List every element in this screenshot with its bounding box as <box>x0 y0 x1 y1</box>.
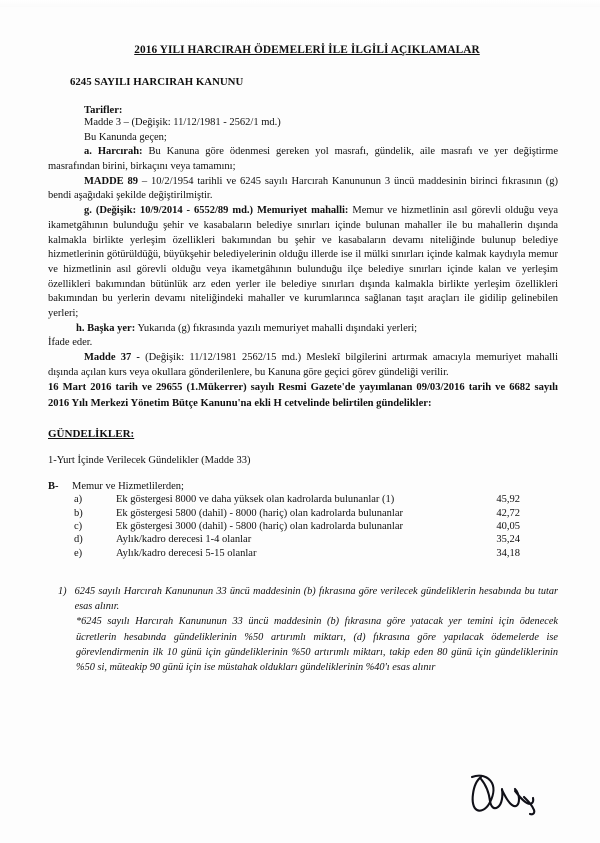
row-label: Ek göstergesi 8000 ve daha yüksek olan kadrolarda bulunanlar (1) <box>116 494 395 506</box>
item-g-label: g. (Değişik: 10/9/2014 - 6552/89 md.) Memuriyet mahalli: <box>84 205 349 217</box>
paragraph-madde-37 <box>48 351 558 380</box>
row-value: 40,05 <box>496 521 520 533</box>
table-row <box>48 506 558 519</box>
table-row <box>48 520 558 533</box>
madde-3-line: Madde 3 – (Değişik: 11/12/1981 - 2562/1 md.) <box>84 117 281 128</box>
row-label: Aylık/kadro derecesi 5-15 olanlar <box>116 547 257 559</box>
row-marker: a) <box>74 494 83 506</box>
page-top-edge <box>0 0 600 7</box>
ifade-eder-line: İfade eder. <box>48 337 93 349</box>
row-label: Ek göstergesi 3000 (dahil) - 5800 (hariç) olan kadrolarda bulunanlar <box>116 521 404 533</box>
row-value: 34,18 <box>496 547 520 559</box>
table-row <box>48 493 558 506</box>
row-value: 45,92 <box>496 494 520 506</box>
page-title: 2016 YILI HARCIRAH ÖDEMELERİ İLE İLGİLİ AÇIKLAMALAR <box>134 44 480 56</box>
paragraph-item-a <box>48 145 558 174</box>
footnotes <box>48 584 558 675</box>
rates-table <box>48 493 558 560</box>
madde-37-label: Madde 37 - <box>84 352 140 363</box>
table-row <box>48 547 558 560</box>
footnote-1 <box>48 584 558 614</box>
law-heading: 6245 SAYILI HARCIRAH KANUNU <box>70 76 244 88</box>
tarifler-heading: Tarifler: <box>84 105 123 116</box>
handwritten-signature <box>450 767 542 821</box>
table-row <box>48 533 558 546</box>
row-label: Aylık/kadro derecesi 1-4 olanlar <box>116 534 252 546</box>
item-a-text: Bu Kanuna göre ödenmesi gereken yol masrafı, gündelik, aile masrafı ve yer değiştirme masrafından birini, birkaçını veya tamamını; <box>48 146 558 173</box>
yurt-ici-line: 1-Yurt İçinde Verilecek Gündelikler (Madde 33) <box>48 455 251 467</box>
bu-kanunda-gecen-line: Bu Kanunda geçen; <box>84 131 167 143</box>
paragraph-item-g <box>48 204 558 322</box>
item-h-label: h. Başka yer: <box>76 322 136 334</box>
footnote-2-text: *6245 sayılı Harcırah Kanununun 33 üncü maddesinin (b) fıkrasına göre yatacak yer temini için ödenecek ücretlerin hesabında gündeliklerinin %50 artırımlı miktarı, (d) fıkrasına göre yapılacak ödemelerde ise görevlendirmenin ilk 10 günü için gündeliklerinin %50 artırımlı miktarı, takip eden 80 günü için gündeliklerinin %50 si, müteakip 90 günü için ise müstahak oldukları gündeliklerinin %40'ı esas alınır <box>76 616 558 674</box>
paragraph-madde-89 <box>48 175 558 204</box>
row-value: 42,72 <box>496 507 520 519</box>
row-marker: c) <box>74 521 83 533</box>
footnote-1-marker: 1) <box>58 585 67 597</box>
madde-37-text: (Değişik: 11/12/1981 2562/15 md.) Meslekî bilgilerini artırmak amacıyla memuriyet mahalli dışında açılan kurs veya okullara gönderilenlere, bu Kanuna göre geçici görev gündeliği verilir. <box>48 352 558 378</box>
item-a-label: a. Harcırah: <box>84 146 143 158</box>
footnote-1-text: 6245 sayılı Harcırah Kanununun 33 üncü maddesinin (b) fıkrasına göre verilecek gündeliklerin hesabında bu tutar esas alınır. <box>74 585 558 613</box>
group-marker: B- <box>48 481 59 493</box>
row-marker: d) <box>74 534 83 546</box>
row-marker: e) <box>74 547 83 559</box>
gundelikler-heading: GÜNDELİKLER: <box>48 428 135 441</box>
paragraph-resmi-gazete: 16 Mart 2016 tarih ve 29655 (1.Mükerrer) sayılı Resmi Gazete'de yayımlanan 09/03/2016 tarih ve 6682 sayılı 2016 Yılı Merkezi Yönetim Bütçe Kanunu'na ekli H cetvelinde belirtilen gündelikler: <box>48 382 558 409</box>
group-heading-b <box>48 481 558 492</box>
item-h-text: Yukarıda (g) fıkrasında yazılı memuriyet mahalli dışındaki yerleri; <box>135 322 418 334</box>
paragraph-item-h <box>48 322 558 337</box>
item-g-text: Memur ve hizmetlinin asıl görevli olduğu veya ikametgâhının bulunduğu şehir ve kasabaların belediye sınırları içinde bulunan mahaller ile bu mahallerin dışında kalmakla birlikte yerleşim özellikleri bakımından bu şehir ve kasabaların devamı niteliğinde bulunup belediye hizmetlerinin götürüldüğü, büyükşehir belediyelerinin olduğu illerde ise il mülki sınırları içinde kalmak kaydıyla memur ve hizmetlinin asıl görevli olduğu veya ikametgâhının bulunduğu ilçe belediye sınırları içinde kalan ve yerleşim özellikleri bakımından bütünlük arz eden yerler ile belediye sınırları dışında kalmakla birlikte yerleşim özellikleri bakımından bu yerlerin devamı niteliğindeki mahaller ve kurumlarınca sağlanan taşıt araçları ile gidilip gelinebilen yerleri; <box>48 205 558 319</box>
madde-89-label: MADDE 89 <box>84 175 139 187</box>
madde-89-text: – 10/2/1954 tarihli ve 6245 sayılı Harcırah Kanununun 3 üncü maddesinin birinci fıkrasının (g) bendi aşağıdaki şekilde değiştirilmiştir. <box>48 175 559 202</box>
row-marker: b) <box>74 507 83 519</box>
row-label: Ek göstergesi 5800 (dahil) - 8000 (hariç) olan kadrolarda bulunanlar <box>116 507 404 519</box>
group-label: Memur ve Hizmetlilerden; <box>72 481 184 493</box>
row-value: 35,24 <box>496 534 520 546</box>
